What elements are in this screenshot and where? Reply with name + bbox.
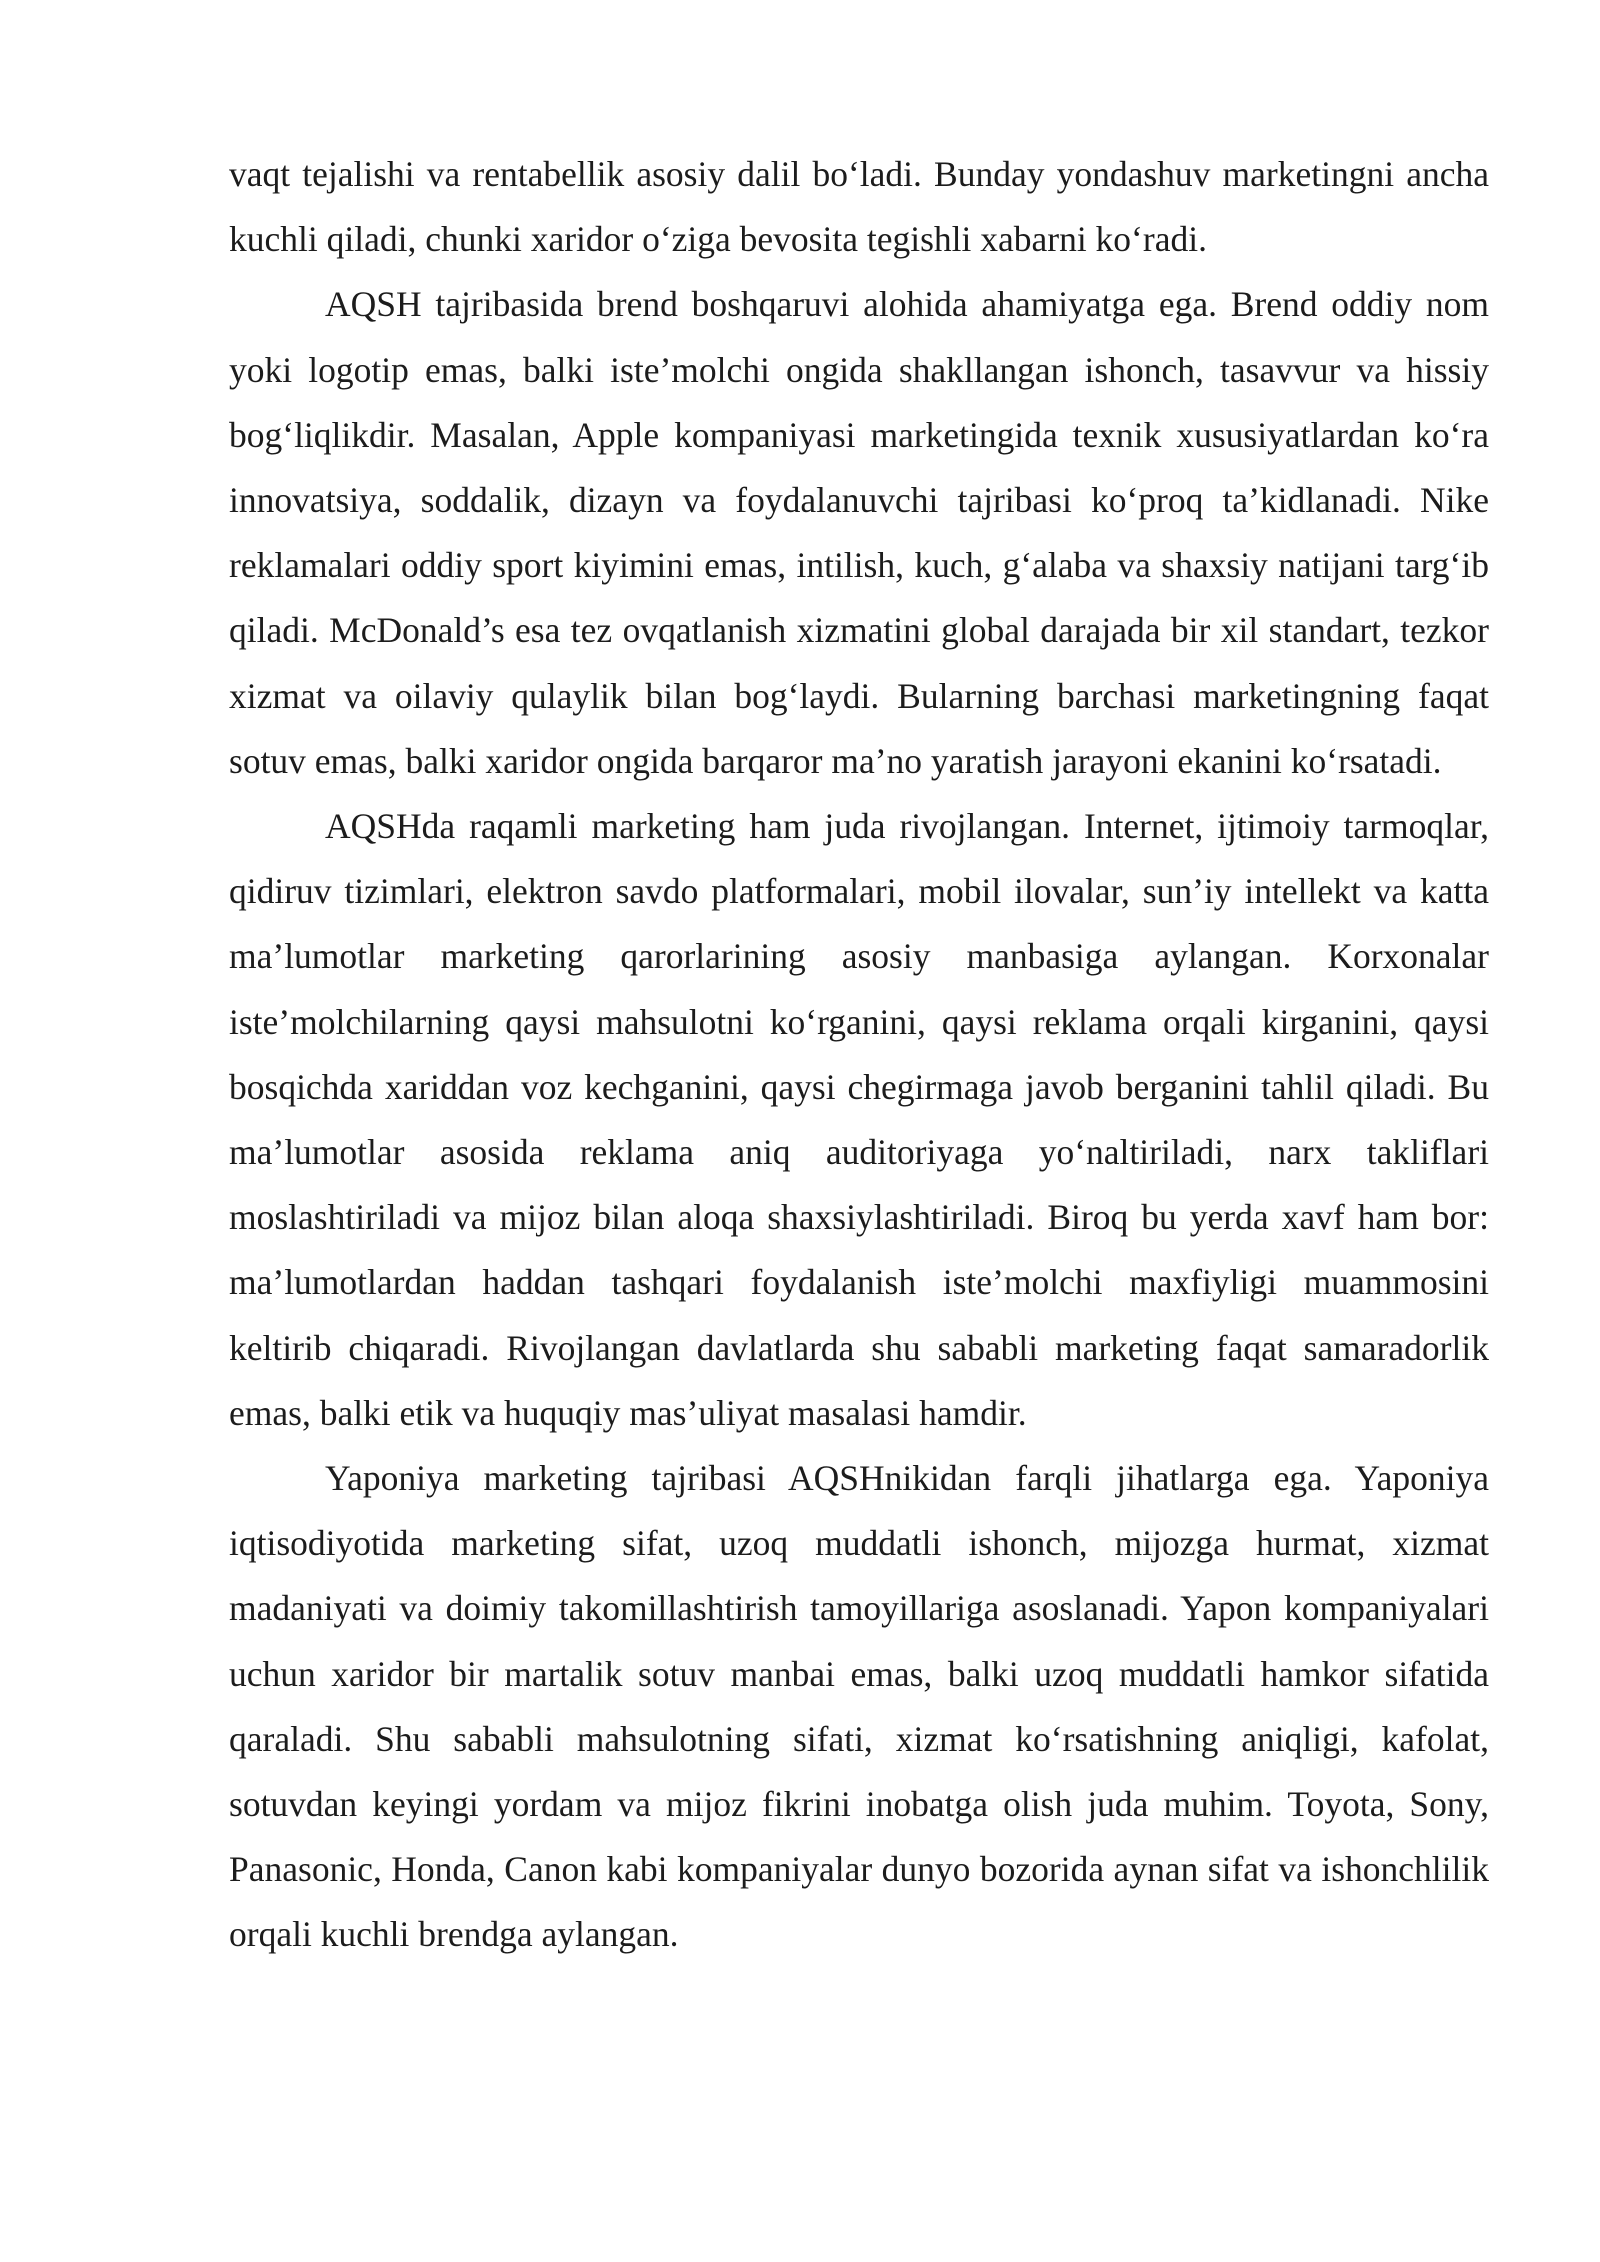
paragraph-japan-marketing: Yaponiya marketing tajribasi AQSHnikidan farqli jihatlarga ega. Yaponiya iqtisodiyotida marketing sifat, uzoq muddatli ishonch, mijozga hurmat, xizmat madaniyati va doimiy takomillashtirish tamoyillariga asoslanadi. Yapon kompaniyalari uchun xaridor bir martalik sotuv manbai emas, balki uzoq muddatli hamkor sifatida qaraladi. Shu sababli mahsulotning sifati, xizmat ko‘rsatishning aniqligi, kafolat, sotuvdan keyingi yordam va mijoz fikrini inobatga olish juda muhim. Toyota, Sony, Panasonic, Honda, Canon kabi kompaniyalar dunyo bozorida aynan sifat va ishonchlilik orqali kuchli brendga aylangan. [229, 1458, 1489, 1955]
body-text [229, 142, 1489, 1968]
paragraph-brand-management: AQSH tajribasida brend boshqaruvi alohida ahamiyatga ega. Brend oddiy nom yoki logotip emas, balki iste’molchi ongida shakllangan ishonch, tasavvur va hissiy bog‘liqlikdir. Masalan, Apple kompaniyasi marketingida texnik xususiyatlardan ko‘ra innovatsiya, soddalik, dizayn va foydalanuvchi tajribasi ko‘proq ta’kidlanadi. Nike reklamalari oddiy sport kiyimini emas, intilish, kuch, g‘alaba va shaxsiy natijani targ‘ib qiladi. McDonald’s esa tez ovqatlanish xizmatini global darajada bir xil standart, tezkor xizmat va oilaviy qulaylik bilan bog‘laydi. Bularning barchasi marketingning faqat sotuv emas, balki xaridor ongida barqaror ma’no yaratish jarayoni ekanini ko‘rsatadi. [229, 284, 1489, 781]
paragraph-digital-marketing: AQSHda raqamli marketing ham juda rivojlangan. Internet, ijtimoiy tarmoqlar, qidiruv tizimlari, elektron savdo platformalari, mobil ilovalar, sun’iy intellekt va katta ma’lumotlar marketing qarorlarining asosiy manbasiga aylangan. Korxonalar iste’molchilarning qaysi mahsulotni ko‘rganini, qaysi reklama orqali kirganini, qaysi bosqichda xariddan voz kechganini, qaysi chegirmaga javob berganini tahlil qiladi. Bu ma’lumotlar asosida reklama aniq auditoriyaga yo‘naltiriladi, narx takliflari moslashtiriladi va mijoz bilan aloqa shaxsiylashtiriladi. Biroq bu yerda xavf ham bor: ma’lumotlardan haddan tashqari foydalanish iste’molchi maxfiyligi muammosini keltirib chiqaradi. Rivojlangan davlatlarda shu sababli marketing faqat samaradorlik emas, balki etik va huquqiy mas’uliyat masalasi hamdir. [229, 806, 1489, 1433]
paragraph-continuation: vaqt tejalishi va rentabellik asosiy dalil bo‘ladi. Bunday yondashuv marketingni ancha kuchli qiladi, chunki xaridor o‘ziga bevosita tegishli xabarni ko‘radi. [229, 154, 1489, 260]
